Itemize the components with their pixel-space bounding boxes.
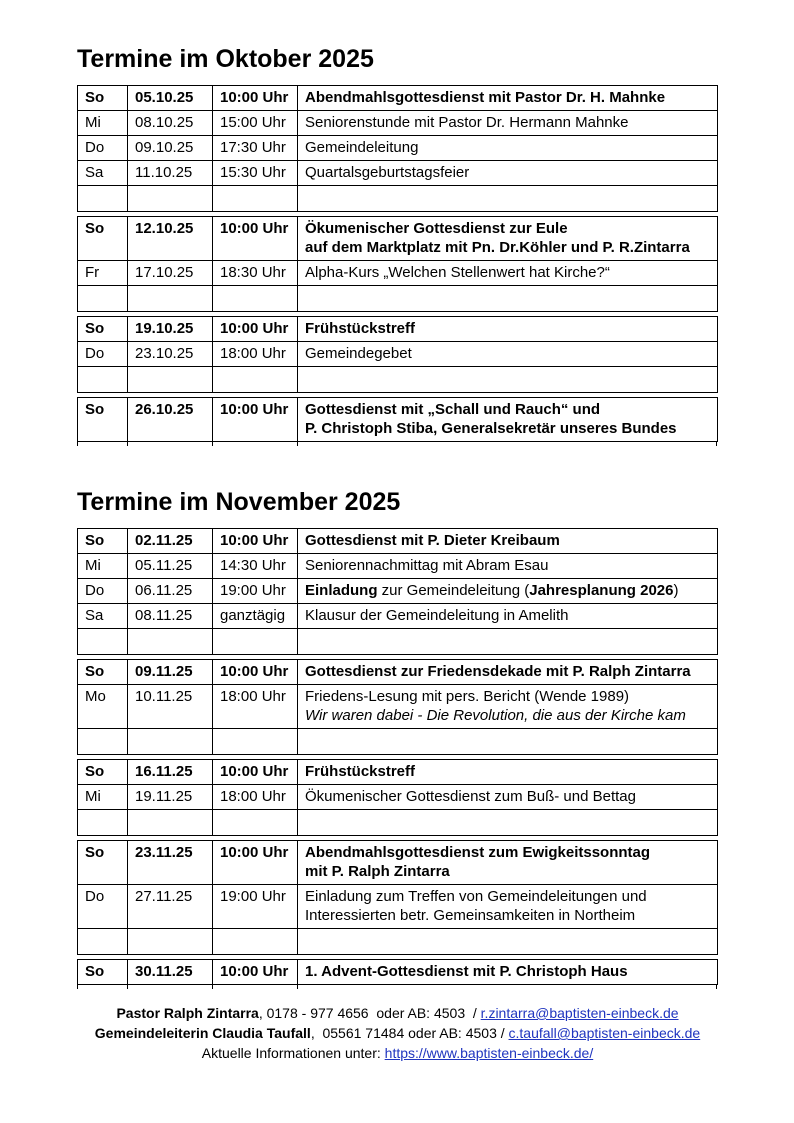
description-line <box>305 687 710 706</box>
event-row <box>78 660 718 685</box>
description-line <box>305 263 710 282</box>
time-cell: 15:30 Uhr <box>213 161 298 186</box>
description-cell <box>298 960 718 985</box>
time-cell: 10:00 Uhr <box>213 398 298 442</box>
description-line <box>305 400 710 419</box>
date-cell: 05.11.25 <box>128 554 213 579</box>
month-title: Termine im Oktober 2025 <box>77 45 374 73</box>
time-cell: 10:00 Uhr <box>213 217 298 261</box>
footer-link[interactable]: https://www.baptisten-einbeck.de/ <box>384 1045 594 1061</box>
day-cell: So <box>78 841 128 885</box>
description-text: Ökumenischer Gottesdienst zum Buß- und Bettag <box>305 788 636 805</box>
footer-link[interactable]: r.zintarra@baptisten-einbeck.de <box>480 1005 679 1021</box>
events-table <box>77 216 718 312</box>
spacer-cell <box>298 186 718 212</box>
time-cell: 18:00 Uhr <box>213 685 298 729</box>
time-cell: 10:00 Uhr <box>213 660 298 685</box>
description-line <box>305 862 710 881</box>
event-row <box>78 342 718 367</box>
footer-text: , 05561 71484 oder AB: 4503 / <box>310 1025 509 1041</box>
date-cell: 12.10.25 <box>128 217 213 261</box>
event-row <box>78 398 718 442</box>
events-table <box>77 759 718 836</box>
date-cell: 17.10.25 <box>128 261 213 286</box>
date-cell: 05.10.25 <box>128 86 213 111</box>
description-cell <box>298 317 718 342</box>
day-cell: Do <box>78 342 128 367</box>
spacer-cell <box>298 629 718 655</box>
spacer-cell <box>298 810 718 836</box>
day-cell: Mi <box>78 554 128 579</box>
event-row <box>78 604 718 629</box>
month-tables <box>77 528 718 989</box>
day-cell: So <box>78 398 128 442</box>
day-cell: Sa <box>78 604 128 629</box>
spacer-cell <box>298 286 718 312</box>
spacer-cell <box>128 286 213 312</box>
description-line <box>305 887 710 906</box>
event-row <box>78 760 718 785</box>
date-cell: 30.11.25 <box>128 960 213 985</box>
description-text: auf dem Marktplatz mit Pn. Dr.Köhler und P. R.Zintarra <box>305 239 690 256</box>
table-bottom-stub <box>77 985 717 989</box>
description-line <box>305 113 710 132</box>
description-text: zur Gemeindeleitung ( <box>377 582 530 599</box>
event-row <box>78 960 718 985</box>
day-cell: So <box>78 960 128 985</box>
footer-line <box>77 1043 718 1063</box>
time-cell: 18:00 Uhr <box>213 342 298 367</box>
footer-text: Pastor Ralph Zintarra <box>116 1005 259 1021</box>
spacer-cell <box>128 629 213 655</box>
event-row <box>78 529 718 554</box>
description-text: Klausur der Gemeindeleitung in Amelith <box>305 607 569 624</box>
time-cell: 10:00 Uhr <box>213 841 298 885</box>
date-cell: 27.11.25 <box>128 885 213 929</box>
footer-line <box>77 1003 718 1023</box>
spacer-row <box>78 810 718 836</box>
spacer-cell <box>128 367 213 393</box>
day-cell: Do <box>78 579 128 604</box>
footer-text: Gemeindeleiterin Claudia Taufall <box>94 1025 311 1041</box>
day-cell: So <box>78 217 128 261</box>
spacer-cell <box>213 629 298 655</box>
day-cell: Mi <box>78 785 128 810</box>
date-cell: 09.11.25 <box>128 660 213 685</box>
date-cell: 08.10.25 <box>128 111 213 136</box>
date-cell: 26.10.25 <box>128 398 213 442</box>
day-cell: So <box>78 86 128 111</box>
description-cell <box>298 261 718 286</box>
spacer-row <box>78 186 718 212</box>
spacer-row <box>78 729 718 755</box>
description-line <box>305 556 710 575</box>
time-cell: 10:00 Uhr <box>213 960 298 985</box>
footer <box>77 1003 718 1063</box>
day-cell: Do <box>78 885 128 929</box>
description-cell <box>298 398 718 442</box>
date-cell: 10.11.25 <box>128 685 213 729</box>
day-cell: So <box>78 529 128 554</box>
description-cell <box>298 685 718 729</box>
description-text: Quartalsgeburtstagsfeier <box>305 164 470 181</box>
event-row <box>78 86 718 111</box>
day-cell: Fr <box>78 261 128 286</box>
date-cell: 02.11.25 <box>128 529 213 554</box>
description-line <box>305 787 710 806</box>
spacer-cell <box>213 186 298 212</box>
description-cell <box>298 342 718 367</box>
description-cell <box>298 217 718 261</box>
events-table <box>77 316 718 393</box>
description-line <box>305 581 710 600</box>
description-text: Gottesdienst mit P. Dieter Kreibaum <box>305 532 560 549</box>
time-cell: 10:00 Uhr <box>213 317 298 342</box>
spacer-row <box>78 367 718 393</box>
month-title: Termine im November 2025 <box>77 488 401 516</box>
description-line <box>305 662 710 681</box>
time-cell: 10:00 Uhr <box>213 529 298 554</box>
events-table <box>77 85 718 212</box>
time-cell: 19:00 Uhr <box>213 579 298 604</box>
day-cell: Do <box>78 136 128 161</box>
time-cell: 14:30 Uhr <box>213 554 298 579</box>
date-cell: 23.11.25 <box>128 841 213 885</box>
description-line <box>305 163 710 182</box>
spacer-row <box>78 286 718 312</box>
description-cell <box>298 529 718 554</box>
spacer-cell <box>78 929 128 955</box>
day-cell: So <box>78 760 128 785</box>
date-cell: 16.11.25 <box>128 760 213 785</box>
time-cell: 10:00 Uhr <box>213 86 298 111</box>
description-cell <box>298 760 718 785</box>
spacer-cell <box>213 929 298 955</box>
description-cell <box>298 111 718 136</box>
description-line <box>305 531 710 550</box>
spacer-cell <box>78 629 128 655</box>
description-line <box>305 419 710 438</box>
description-text: Einladung <box>305 582 378 599</box>
event-row <box>78 261 718 286</box>
event-row <box>78 785 718 810</box>
date-cell: 09.10.25 <box>128 136 213 161</box>
description-cell <box>298 885 718 929</box>
description-text: 1. Advent-Gottesdienst mit P. Christoph Haus <box>305 963 628 980</box>
spacer-cell <box>78 729 128 755</box>
day-cell: Mi <box>78 111 128 136</box>
description-cell <box>298 841 718 885</box>
event-row <box>78 579 718 604</box>
date-cell: 19.11.25 <box>128 785 213 810</box>
spacer-cell <box>78 810 128 836</box>
description-cell <box>298 785 718 810</box>
description-text: Einladung zum Treffen von Gemeindeleitungen und <box>305 888 647 905</box>
event-row <box>78 685 718 729</box>
description-text: Abendmahlsgottesdienst zum Ewigkeitssonntag <box>305 844 651 861</box>
description-text: Interessierten betr. Gemeinsamkeiten in Northeim <box>305 907 636 924</box>
footer-link[interactable]: c.taufall@baptisten-einbeck.de <box>508 1025 701 1041</box>
footer-text: Aktuelle Informationen unter: <box>201 1045 385 1061</box>
day-cell: Mo <box>78 685 128 729</box>
description-line <box>305 606 710 625</box>
spacer-cell <box>78 186 128 212</box>
event-row <box>78 885 718 929</box>
description-text: Friedens-Lesung mit pers. Bericht (Wende 1989) <box>305 688 630 705</box>
event-row <box>78 841 718 885</box>
month-tables <box>77 85 718 446</box>
description-text: Gemeindegebet <box>305 345 412 362</box>
event-row <box>78 161 718 186</box>
description-cell <box>298 604 718 629</box>
month-november-section <box>77 488 718 989</box>
event-row <box>78 554 718 579</box>
spacer-cell <box>298 929 718 955</box>
spacer-cell <box>128 929 213 955</box>
description-line <box>305 344 710 363</box>
description-text: Jahresplanung 2026 <box>529 582 674 599</box>
description-text: ) <box>673 582 679 599</box>
description-text: Frühstückstreff <box>305 763 416 780</box>
events-table <box>77 959 718 985</box>
description-line <box>305 762 710 781</box>
day-cell: So <box>78 317 128 342</box>
description-text: Seniorenstunde mit Pastor Dr. Hermann Mahnke <box>305 114 629 131</box>
spacer-cell <box>128 810 213 836</box>
description-text: mit P. Ralph Zintarra <box>305 863 450 880</box>
time-cell: 19:00 Uhr <box>213 885 298 929</box>
description-text: Frühstückstreff <box>305 320 416 337</box>
spacer-cell <box>78 286 128 312</box>
date-cell: 23.10.25 <box>128 342 213 367</box>
time-cell: 17:30 Uhr <box>213 136 298 161</box>
spacer-cell <box>213 810 298 836</box>
description-line <box>305 88 710 107</box>
time-cell: 10:00 Uhr <box>213 760 298 785</box>
description-text: Abendmahlsgottesdienst mit Pastor Dr. H. Mahnke <box>305 89 666 106</box>
description-text: Seniorennachmittag mit Abram Esau <box>305 557 549 574</box>
footer-line <box>77 1023 718 1043</box>
events-table <box>77 840 718 955</box>
description-line <box>305 319 710 338</box>
description-text: Wir waren dabei - Die Revolution, die aus der Kirche kam <box>305 707 686 724</box>
description-cell <box>298 579 718 604</box>
description-line <box>305 906 710 925</box>
event-row <box>78 111 718 136</box>
footer-text: , 0178 - 977 4656 oder AB: 4503 / <box>258 1005 481 1021</box>
description-text: Gottesdienst mit „Schall und Rauch“ und <box>305 401 601 418</box>
description-text: Ökumenischer Gottesdienst zur Eule <box>305 220 568 237</box>
time-cell: 18:00 Uhr <box>213 785 298 810</box>
spacer-cell <box>128 186 213 212</box>
date-cell: 19.10.25 <box>128 317 213 342</box>
description-line <box>305 843 710 862</box>
description-text: Gemeindeleitung <box>305 139 419 156</box>
table-bottom-stub <box>77 442 717 446</box>
description-line <box>305 238 710 257</box>
spacer-cell <box>213 367 298 393</box>
day-cell: So <box>78 660 128 685</box>
date-cell: 08.11.25 <box>128 604 213 629</box>
event-row <box>78 317 718 342</box>
description-line <box>305 138 710 157</box>
spacer-cell <box>298 367 718 393</box>
spacer-cell <box>213 286 298 312</box>
description-cell <box>298 136 718 161</box>
events-table <box>77 528 718 655</box>
spacer-row <box>78 929 718 955</box>
description-text: Alpha-Kurs „Welchen Stellenwert hat Kirche?“ <box>305 264 610 281</box>
events-table <box>77 659 718 755</box>
event-row <box>78 217 718 261</box>
description-text: Gottesdienst zur Friedensdekade mit P. Ralph Zintarra <box>305 663 691 680</box>
date-cell: 11.10.25 <box>128 161 213 186</box>
event-row <box>78 136 718 161</box>
month-october-section <box>77 45 718 446</box>
spacer-cell <box>213 729 298 755</box>
description-cell <box>298 660 718 685</box>
date-cell: 06.11.25 <box>128 579 213 604</box>
description-line <box>305 706 710 725</box>
spacer-row <box>78 629 718 655</box>
description-text: P. Christoph Stiba, Generalsekretär unseres Bundes <box>305 420 677 437</box>
time-cell: ganztägig <box>213 604 298 629</box>
description-line <box>305 962 710 981</box>
description-cell <box>298 161 718 186</box>
events-table <box>77 397 718 442</box>
description-line <box>305 219 710 238</box>
spacer-cell <box>128 729 213 755</box>
description-cell <box>298 554 718 579</box>
time-cell: 15:00 Uhr <box>213 111 298 136</box>
spacer-cell <box>78 367 128 393</box>
time-cell: 18:30 Uhr <box>213 261 298 286</box>
spacer-cell <box>298 729 718 755</box>
day-cell: Sa <box>78 161 128 186</box>
description-cell <box>298 86 718 111</box>
